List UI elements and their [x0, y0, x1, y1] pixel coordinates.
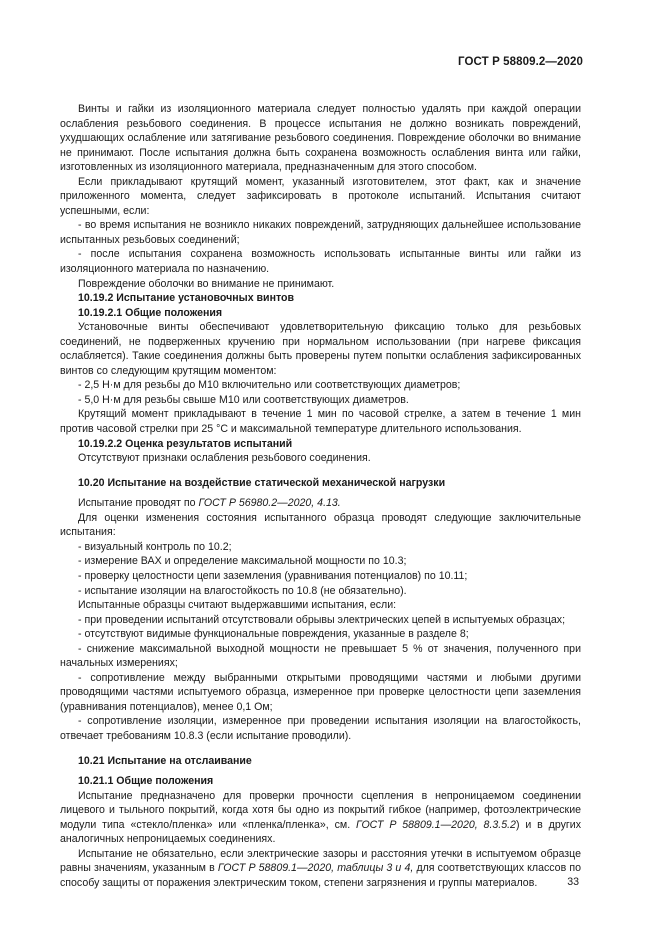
section-heading: 10.20 Испытание на воздействие статической механической нагрузки: [78, 476, 446, 489]
document-code: ГОСТ Р 58809.2—2020: [458, 56, 583, 68]
text: Испытание не обязательно, если электрические зазоры и расстояния утечки в испытуемом образце равны значениям, указанным в: [60, 847, 581, 875]
list-item: - визуальный контроль по 10.2;: [78, 540, 232, 553]
text: Испытание предназначено для проверки прочности сцепления в непроницаемом соединении лицевого и тыльного покрытий, когда хотя бы одно из покрытий гибкое (например, фотоэлектрические модули типа «стекло/пленка» или «пленка/пленка», см.: [60, 789, 581, 831]
list-item: - проверку целостности цепи заземления (уравнивания потенциалов) по 10.11;: [78, 569, 468, 582]
paragraph: Для оценки изменения состояния испытанного образца проводят следующие заключительные испытания:: [60, 511, 581, 539]
subsection-heading: 10.21.1 Общие положения: [78, 775, 214, 788]
paragraph: Крутящий момент прикладывают в течение 1 мин по часовой стрелке, а затем в течение 1 мин против часовой стрелки при 25 °С и максимальной температуре длительного использования.: [60, 408, 581, 436]
list-item: - испытание изоляции на влагостойкость по 10.8 (не обязательно).: [78, 584, 407, 597]
reference: ГОСТ Р 58809.1—2020, таблицы 3 и 4,: [217, 862, 414, 875]
paragraph: Установочные винты обеспечивают удовлетворительную фиксацию только для резьбовых соединений, не подверженных кручению при нормальном использовании (при нагреве фиксация ослабляется). Такие соединения должны быть проверены путем попытки ослабления зафиксированных винтов со следующим крутящим моментом:: [60, 321, 581, 377]
list-item: - при проведении испытаний отсутствовали обрывы электрических цепей в испытуемых образцах;: [78, 613, 566, 626]
text: Испытание проводят по: [78, 497, 199, 510]
subsection-heading: 10.19.2.2 Оценка результатов испытаний: [78, 437, 293, 450]
list-item: - снижение максимальной выходной мощности не превышает 5 % от значения, полученного при начальных измерениях;: [60, 642, 581, 670]
paragraph: [60, 789, 581, 847]
list-item: - во время испытания не возникло никаких повреждений, затрудняющих дальнейшее использование испытанных резьбовых соединений;: [60, 219, 581, 246]
paragraph: [60, 496, 581, 511]
paragraph: Испытанные образцы считают выдержавшими испытания, если:: [78, 599, 397, 612]
page-body: [60, 102, 581, 890]
page-number: 33: [567, 876, 579, 888]
list-item: - измерение ВАХ и определение максимальной мощности по 10.3;: [78, 555, 407, 568]
paragraph: [60, 847, 581, 891]
paragraph: Если прикладывают крутящий момент, указанный изготовителем, этот факт, как и значение приложенного момента, следует зафиксировать в протоколе испытаний. Испытания считают успешными, если:: [60, 175, 581, 217]
list-item: - 5,0 Н·м для резьбы свыше М10 или соответствующих диаметров.: [78, 393, 409, 406]
text: ) и в других аналогичных непроницаемых соединениях.: [60, 818, 581, 846]
list-item: - сопротивление изоляции, измеренное при проведении испытания изоляции на влагостойкость, отвечает требованиям 10.8.3 (если испытание проводили).: [60, 715, 581, 742]
reference: ГОСТ Р 56980.2—2020, 4.13.: [198, 497, 341, 510]
section-heading: 10.19.2 Испытание установочных винтов: [78, 292, 295, 305]
paragraph: Отсутствуют признаки ослабления резьбового соединения.: [78, 452, 371, 465]
list-item: - отсутствуют видимые функциональные повреждения, указанные в разделе 8;: [78, 628, 469, 641]
subsection-heading: 10.19.2.1 Общие положения: [78, 306, 223, 319]
text: для соответствующих классов по способу защиты от поражения электрическим током, степени загрязнения и группы материалов.: [60, 862, 581, 889]
reference: ГОСТ Р 58809.1—2020, 8.3.5.2: [356, 818, 516, 831]
list-item: - сопротивление между выбранными открытыми проводящими частями и любыми другими проводящими частями испытуемого образца, измеренное при проверке целостности цепи заземления (уравнивания потенциалов), менее 0,1 Ом;: [60, 671, 581, 713]
paragraph: Повреждение оболочки во внимание не принимают.: [78, 277, 335, 290]
section-heading: 10.21 Испытание на отслаивание: [78, 754, 252, 767]
paragraph: Винты и гайки из изоляционного материала следует полностью удалять при каждой операции ослабления резьбового соединения. В процессе испытания не должно возникать повреждений, ухудшающих ослабление или затягивание резьбового соединения. Повреждение оболочки во внимание не принимают. После испытания должна быть сохранена возможность ослабления винта или гайки, изготовленных из изоляционного материала, предназначенным для этого способом.: [60, 103, 581, 174]
list-item: - после испытания сохранена возможность использовать испытанные винты или гайки из изоляционного материала по назначению.: [60, 248, 581, 276]
list-item: - 2,5 Н·м для резьбы до М10 включительно или соответствующих диаметров;: [78, 379, 461, 392]
